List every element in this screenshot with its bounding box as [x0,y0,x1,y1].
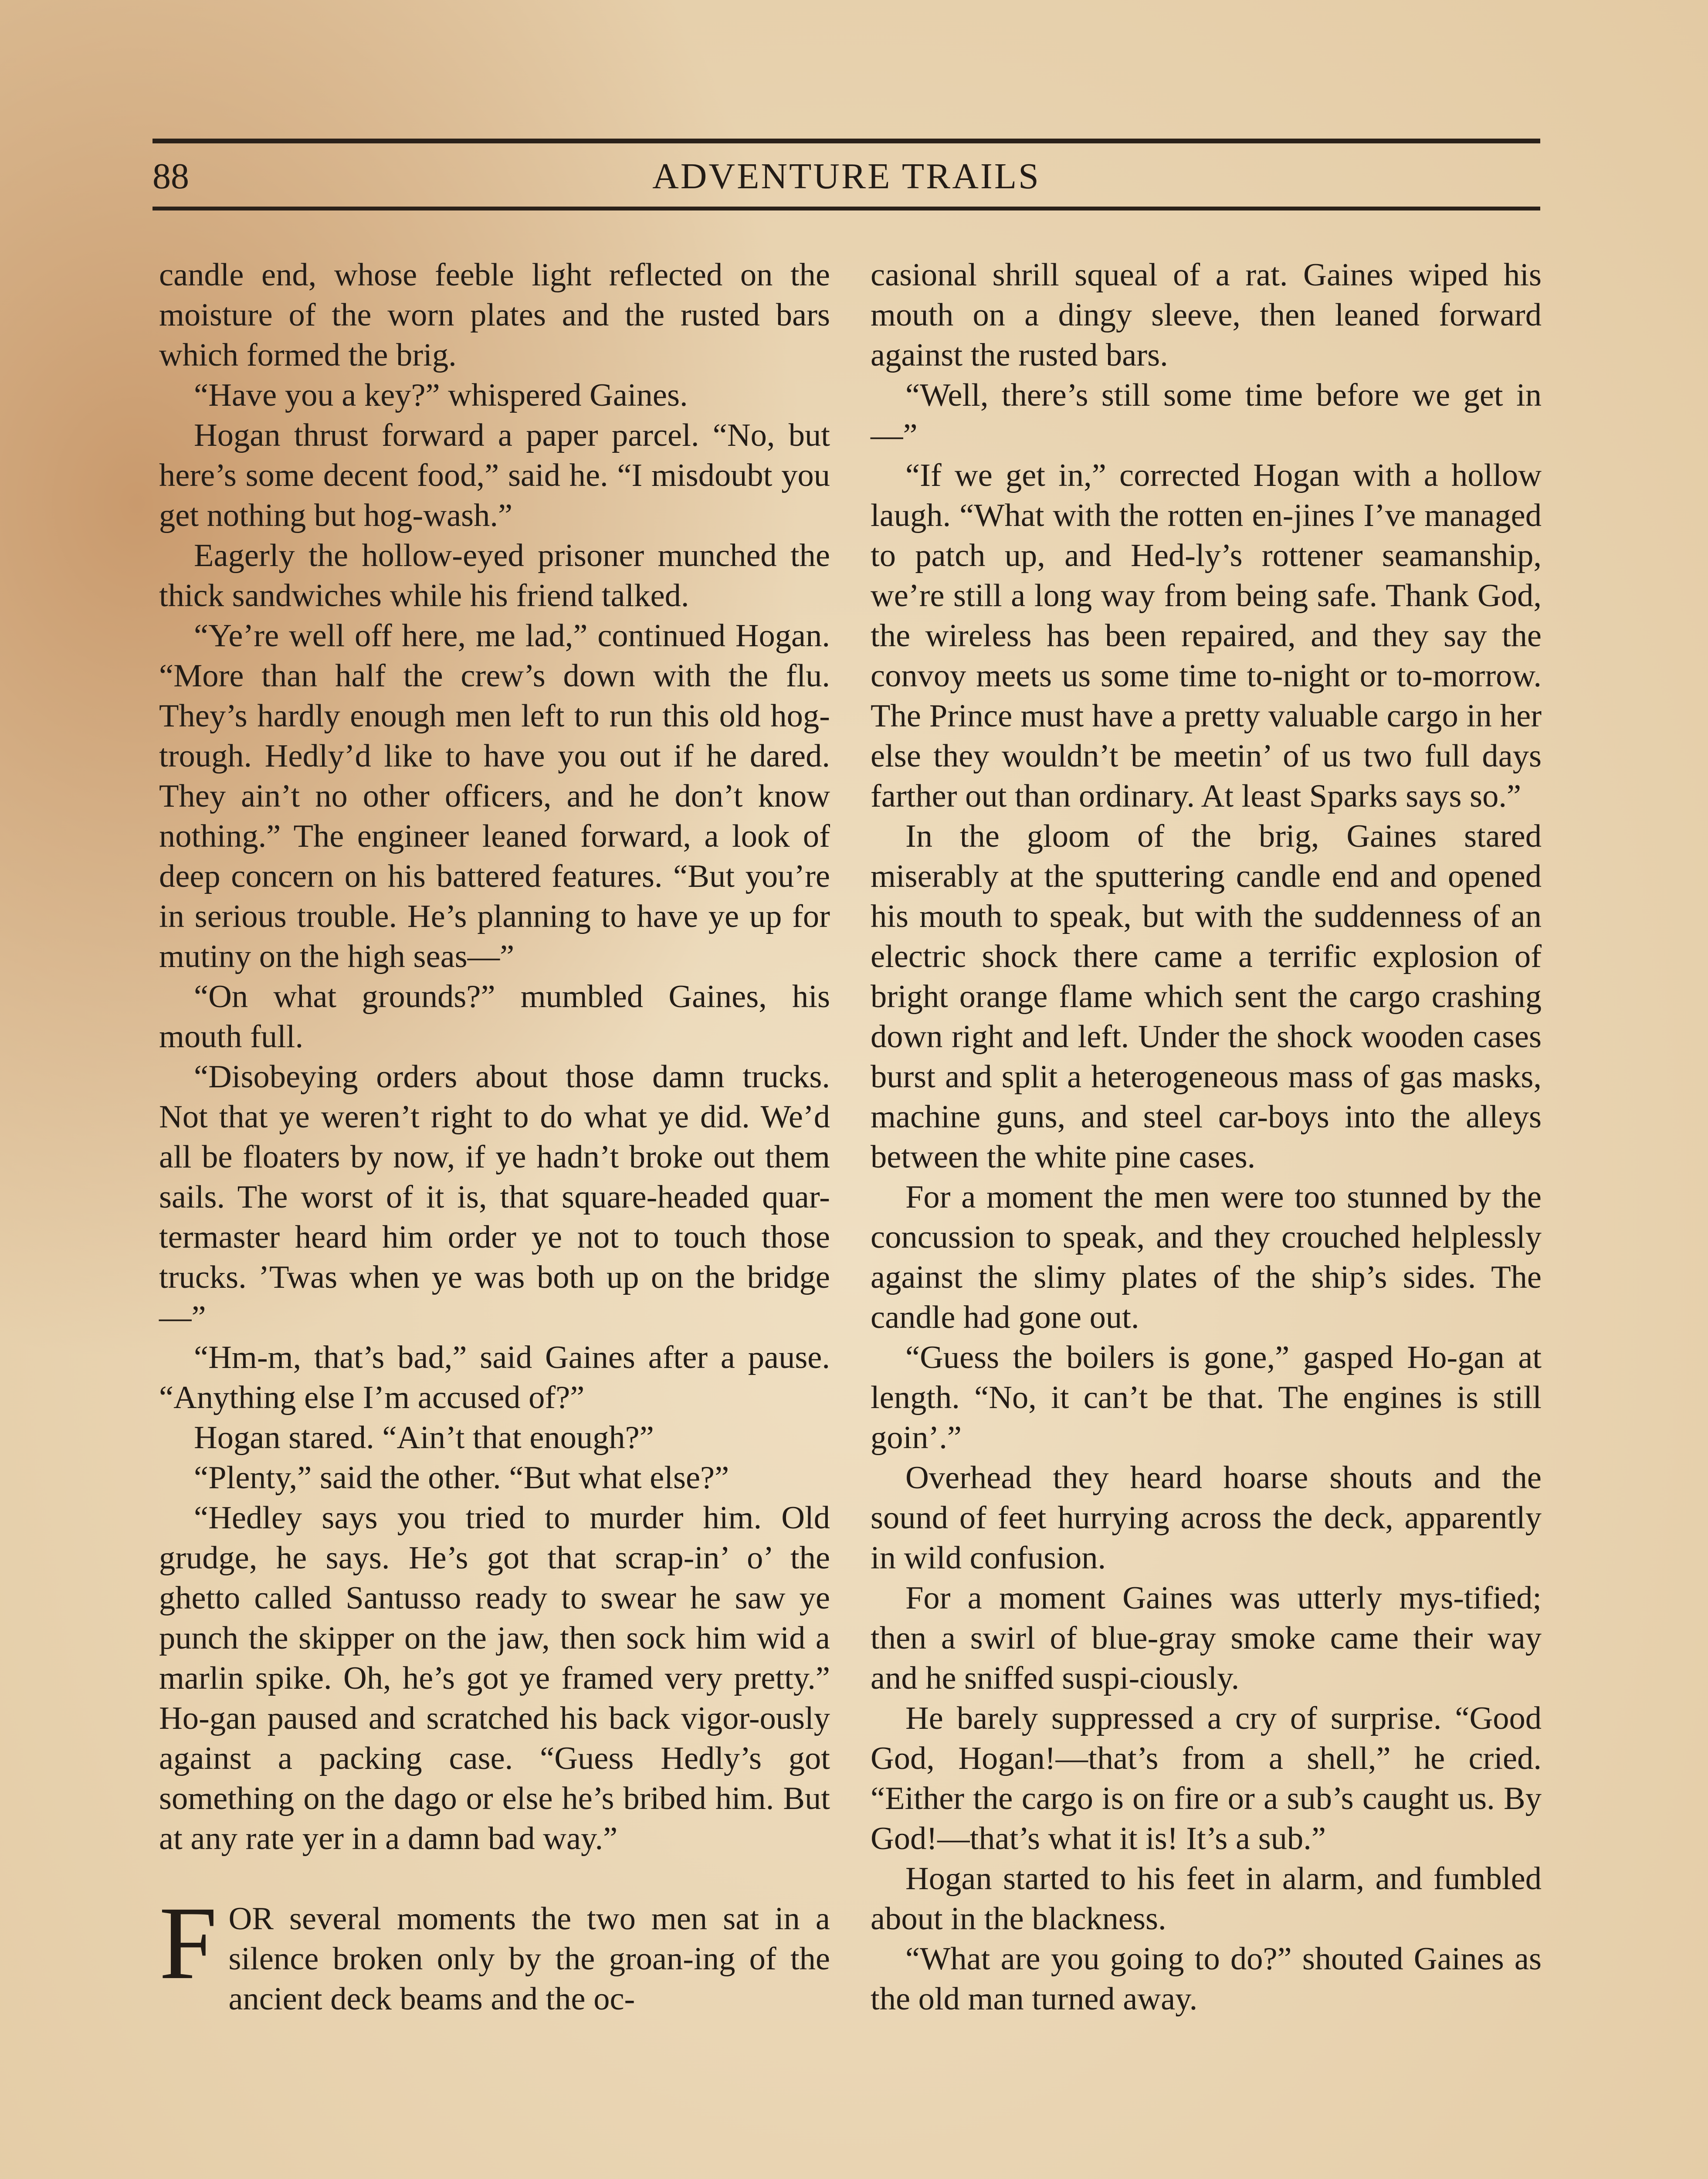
right-column [871,255,1542,2019]
paragraph: “Disobeying orders about those damn trucks. Not that ye weren’t right to do what ye did. We’d all be floaters by now, if ye hadn’t broke out them sails. The worst of it is, that square-headed quar-termaster heard him order ye not to touch those trucks. ’Twas when ye was both up on the bridge—” [159,1059,830,1335]
paragraph: Eagerly the hollow-eyed prisoner munched the thick sandwiches while his friend talked. [159,538,830,614]
paragraph: Hogan started to his feet in alarm, and fumbled about in the blackness. [871,1861,1542,1937]
paragraph: Overhead they heard hoarse shouts and the sound of feet hurrying across the deck, apparently in wild confusion. [871,1460,1542,1576]
paragraph: In the gloom of the brig, Gaines stared miserably at the sputtering candle end and opened his mouth to speak, but with the suddenness of an electric shock there came a terrific explosion of bright orange flame which sent the cargo crashing down right and left. Under the shock wooden cases burst and split a heterogeneous mass of gas masks, machine guns, and steel car-boys into the alleys between the white pine cases. [871,818,1542,1175]
page-header [152,150,1540,203]
paragraph: “If we get in,” corrected Hogan with a hollow laugh. “What with the rotten en-jines I’ve managed to patch up, and Hed-ly’s rottener seamanship, we’re still a long way from being safe. Thank God, the wireless has been repaired, and they say the convoy meets us some time to-night or to-morrow. The Prince must have a pretty valuable cargo in her else they wouldn’t be meetin’ of us two full days farther out than ordinary. At least Sparks says so.” [871,458,1542,814]
section-break-paragraph [159,1885,830,2019]
paragraph: “What are you going to do?” shouted Gaines as the old man turned away. [871,1941,1542,2017]
paragraph: Hogan stared. “Ain’t that enough?” [194,1420,654,1456]
paragraph: “Well, there’s still some time before we get in—” [871,377,1542,453]
page-number: 88 [152,156,189,197]
running-title: ADVENTURE TRAILS [652,156,1040,197]
paragraph: “Plenty,” said the other. “But what else?” [194,1460,729,1496]
paragraph: “Ye’re well off here, me lad,” continued Hogan. “More than half the crew’s down with the flu. They’s hardly enough men left to run this old hog-trough. Hedly’d like to have you out if he dared. They ain’t no other officers, and he don’t know nothing.” The engineer leaned forward, a look of deep concern on his battered features. “But you’re in serious trouble. He’s planning to have ye up for mutiny on the high seas—” [159,618,830,974]
paragraph: Hogan thrust forward a paper parcel. “No, but here’s some decent food,” said he. “I misdoubt you get nothing but hog-wash.” [159,417,830,533]
paragraph: “Hm-m, that’s bad,” said Gaines after a pause. “Anything else I’m accused of?” [159,1340,830,1415]
header-rule-bottom [152,207,1540,210]
section-text: OR several moments the two men sat in a silence broken only by the groan-ing of the ancient deck beams and the oc- [228,1901,830,2017]
paragraph: He barely suppressed a cry of surprise. “Good God, Hogan!—that’s from a shell,” he cried. “Either the cargo is on fire or a sub’s caught us. By God!—that’s what it is! It’s a sub.” [871,1700,1542,1857]
drop-cap: F [159,1885,217,2001]
paragraph: “On what grounds?” mumbled Gaines, his mouth full. [159,979,830,1055]
left-column [159,255,830,2019]
paragraph: “Hedley says you tried to murder him. Old grudge, he says. He’s got that scrap-in’ o’ the ghetto called Santusso ready to swear he saw ye punch the skipper on the jaw, then sock him wid a marlin spike. Oh, he’s got ye framed very pretty.” Ho-gan paused and scratched his back vigor-ously against a packing case. “Guess Hedly’s got something on the dago or else he’s bribed him. But at any rate yer in a damn bad way.” [159,1500,830,1857]
paragraph: casional shrill squeal of a rat. Gaines wiped his mouth on a dingy sleeve, then leaned forward against the rusted bars. [871,257,1542,373]
paragraph: “Have you a key?” whispered Gaines. [194,377,688,413]
paragraph: candle end, whose feeble light reflected on the moisture of the worn plates and the rusted bars which formed the brig. [159,257,830,373]
paragraph: For a moment Gaines was utterly mys-tified; then a swirl of blue-gray smoke came their way and he sniffed suspi-ciously. [871,1580,1542,1696]
paragraph: “Guess the boilers is gone,” gasped Ho-gan at length. “No, it can’t be that. The engines is still goin’.” [871,1340,1542,1456]
header-rule-top [152,139,1540,143]
paragraph: For a moment the men were too stunned by the concussion to speak, and they crouched helplessly against the slimy plates of the ship’s sides. The candle had gone out. [871,1179,1542,1335]
